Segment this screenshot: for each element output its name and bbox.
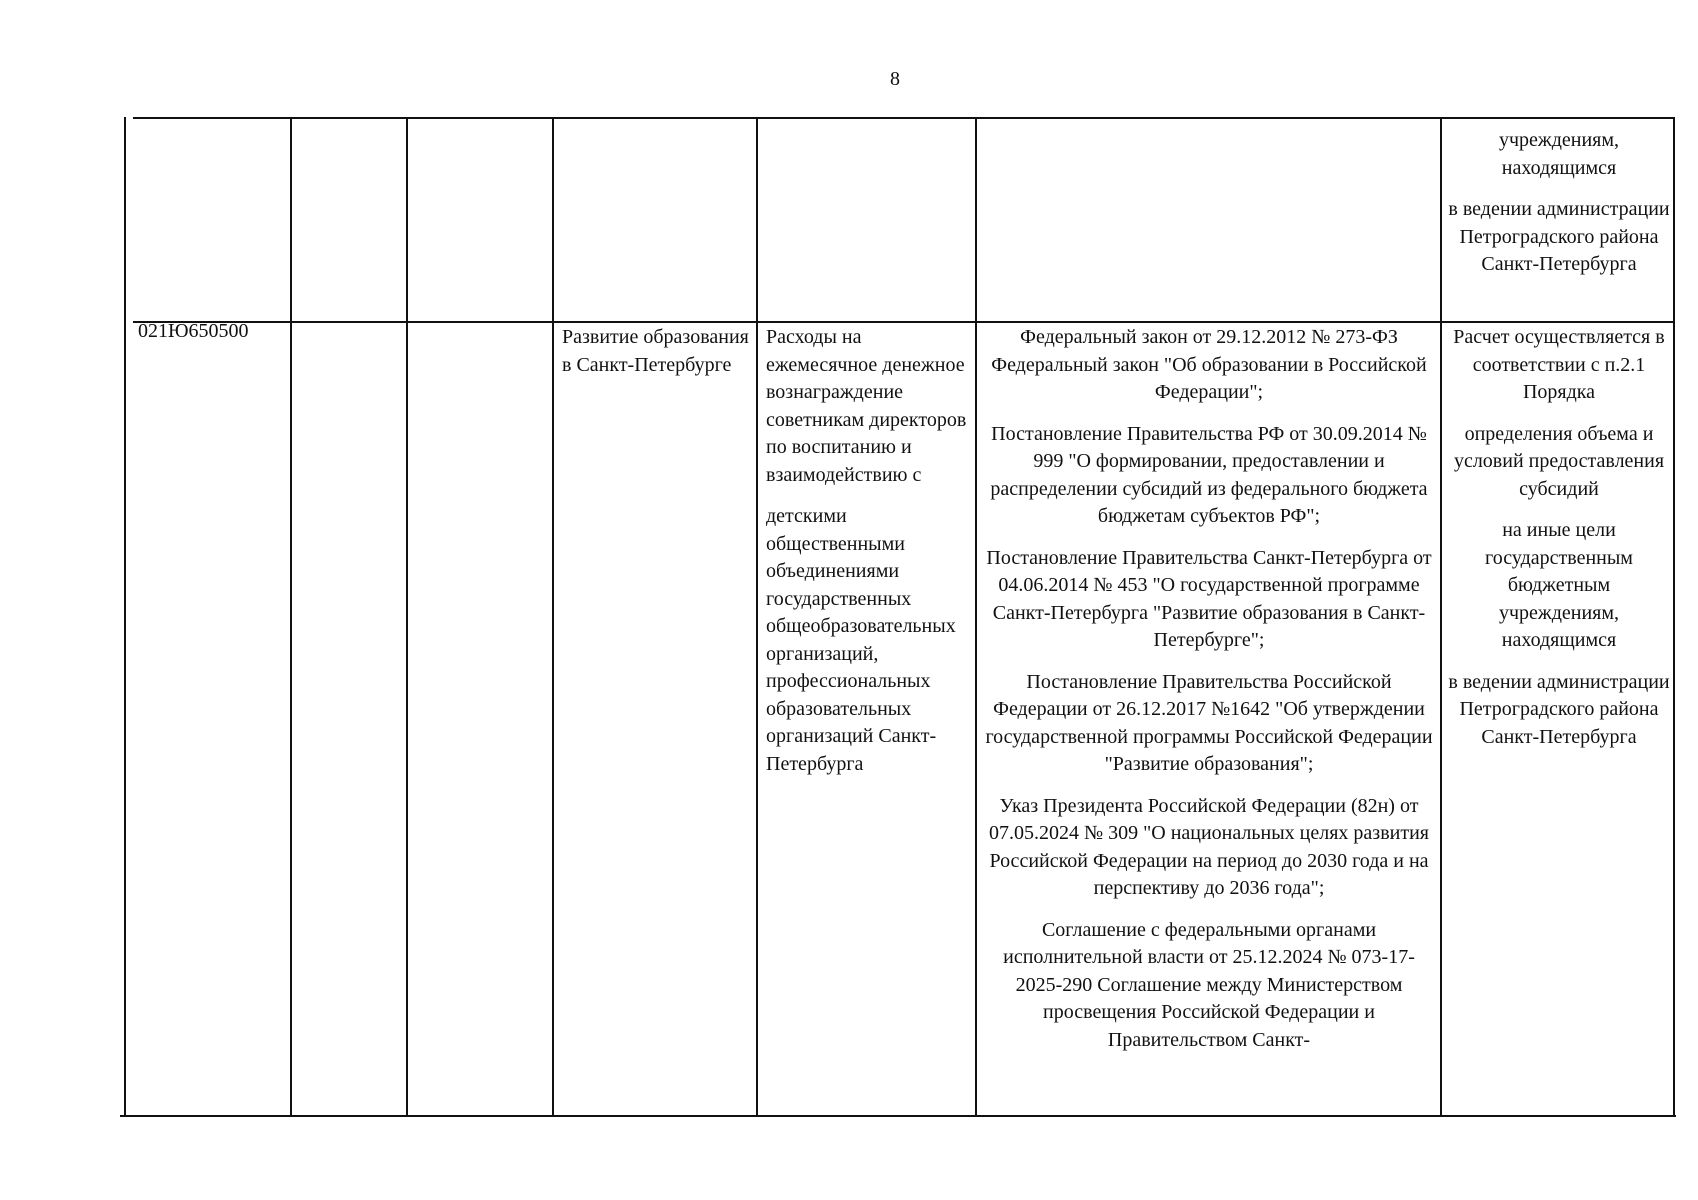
text-paragraph: учреждениям, находящимся [1498, 129, 1620, 179]
column-border-3 [552, 117, 554, 1117]
legal-basis-cell [983, 324, 1435, 1068]
column-border-right [1673, 117, 1675, 1117]
text-paragraph: в ведении администрации Петроградского района Санкт-Петербурга [1448, 670, 1670, 748]
table-top-border [133, 117, 1675, 119]
budget-code-cell [138, 318, 288, 360]
column-border-5 [975, 117, 977, 1117]
text-paragraph: на иные цели государственным бюджетным учреждениям, находящимся [1485, 519, 1633, 651]
column-border-left [124, 117, 126, 1117]
program-name-cell [562, 324, 756, 393]
text-paragraph: детскими общественными объединениями государственных общеобразовательных организаций, профессиональных образовательных организаций Санкт-Петербурга [766, 505, 956, 775]
legal-act: Указ Президента Российской Федерации (82н) от 07.05.2024 № 309 "О национальных целях развития Российской Федерации на период до 2030 года и на перспективу до 2036 года"; [989, 794, 1429, 899]
legal-act: Федеральный закон от 29.12.2012 № 273-ФЗ Федеральный закон "Об образовании в Российской Федерации"; [991, 326, 1427, 403]
legal-act: Постановление Правительства РФ от 30.09.2014 № 999 "О формировании, предоставлении и распределении субсидий из федерального бюджета бюджетам субъектов РФ"; [990, 422, 1428, 527]
text-paragraph: Расчет осуществляется в соответствии с п.2.1 Порядка [1453, 326, 1665, 403]
column-border-6 [1440, 117, 1442, 1117]
expense-description-cell [766, 324, 967, 792]
program-name: Развитие образования в Санкт-Петербурге [562, 326, 749, 376]
column-border-2 [406, 117, 408, 1117]
text-paragraph: Расходы на ежемесячное денежное вознаграждение советникам директоров по воспитанию и взаимодействию с [766, 326, 967, 486]
text-paragraph: в ведении администрации Петроградского района Санкт-Петербурга [1448, 198, 1670, 275]
continuation-cell-col7 [1447, 127, 1671, 293]
text-paragraph: определения объема и условий предоставления субсидий [1453, 422, 1665, 500]
column-border-1 [290, 117, 292, 1117]
column-border-4 [756, 117, 758, 1117]
legal-act: Постановление Правительства Российской Федерации от 26.12.2017 №1642 "Об утверждении государственной программы Российской Федерации "Развитие образования"; [985, 670, 1433, 775]
budget-code: 021Ю650500 [138, 320, 249, 342]
legal-act: Соглашение с федеральными органами исполнительной власти от 25.12.2024 № 073-17-2025-290 Соглашение между Министерством просвещения Российской Федерации и Правительством Санкт- [1003, 918, 1415, 1051]
row-divider [133, 321, 1675, 323]
page-number: 8 [890, 68, 900, 90]
legal-act: Постановление Правительства Санкт-Петербурга от 04.06.2014 № 453 "О государственной программе Санкт-Петербурга "Развитие образования в Санкт-Петербурге"; [986, 546, 1432, 651]
table-bottom-border [120, 1115, 1676, 1117]
calculation-method-cell [1447, 324, 1671, 765]
